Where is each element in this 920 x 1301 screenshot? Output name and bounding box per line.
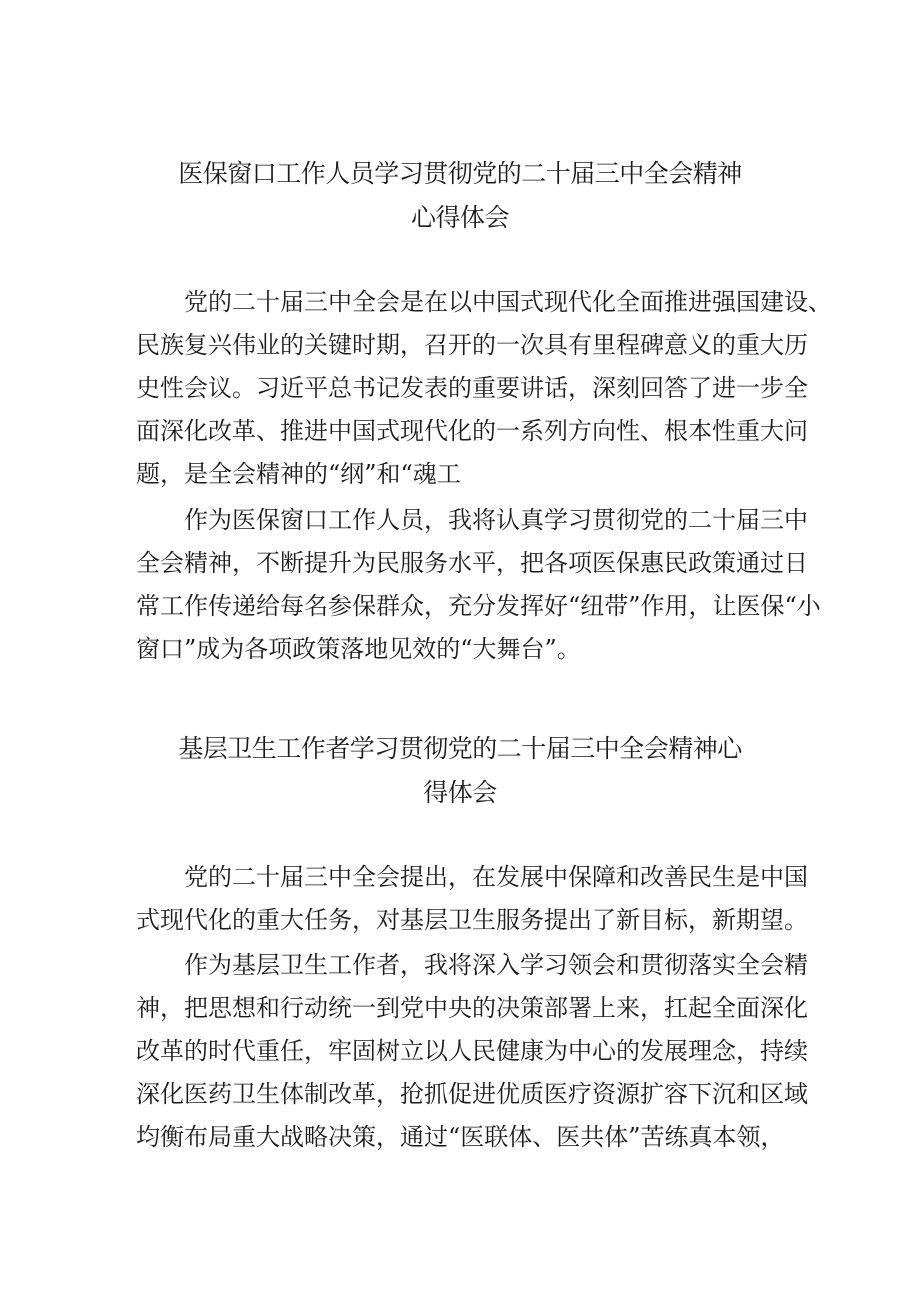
section2-line-1: 党的二十届三中全会提出，在发展中保障和改善民生是中国 (184, 863, 808, 891)
section1-line-4: 面深化改革、推进中国式现代化的一系列方向性、根本性重大问 (136, 417, 808, 445)
section2-title-line1: 基层卫生工作者学习贯彻党的二十届三中全会精神心 (178, 734, 742, 763)
section2-title (0, 727, 920, 815)
section1-line-1: 党的二十届三中全会是在以中国式现代化全面推进强国建设、 (184, 288, 832, 316)
section1-line-3: 史性会议。习近平总书记发表的重要讲话，深刻回答了进一步全 (136, 374, 808, 402)
section2-title-line2: 得体会 (423, 778, 497, 807)
section2-line-4: 神，把思想和行动统一到党中央的决策部署上来，扛起全面深化 (136, 994, 808, 1022)
section1-line-9: 窗口”成为各项政策落地见效的“大舞台”。 (136, 635, 581, 663)
section1-title-line2: 心得体会 (410, 203, 509, 232)
section1-line-2: 民族复兴伟业的关键时期，召开的一次具有里程碑意义的重大历 (136, 331, 808, 359)
section1-line-6: 作为医保窗口工作人员，我将认真学习贯彻党的二十届三中 (184, 506, 808, 534)
section2-line-2: 式现代化的重大任务，对基层卫生服务提出了新目标，新期望。 (136, 906, 808, 934)
section2-line-7: 均衡布局重大战略决策，通过“医联体、医共体”苦练真本领， (136, 1123, 785, 1151)
section1-line-7: 全会精神，不断提升为民服务水平，把各项医保惠民政策通过日 (136, 549, 808, 577)
section2-line-6: 深化医药卫生体制改革，抢抓促进优质医疗资源扩容下沉和区域 (136, 1080, 808, 1108)
section2-line-3: 作为基层卫生工作者，我将深入学习领会和贯彻落实全会精 (184, 951, 808, 979)
section1-title (0, 152, 920, 240)
section1-line-5: 题，是全会精神的“纲”和“魂工 (136, 460, 461, 488)
section1-line-8: 常工作传递给每名参保群众，充分发挥好“纽带”作用，让医保“小 (136, 592, 821, 620)
section1-title-line1: 医保窗口工作人员学习贯彻党的二十届三中全会精神 (178, 159, 742, 188)
section2-line-5: 改革的时代重任，牢固树立以人民健康为中心的发展理念，持续 (136, 1037, 808, 1065)
